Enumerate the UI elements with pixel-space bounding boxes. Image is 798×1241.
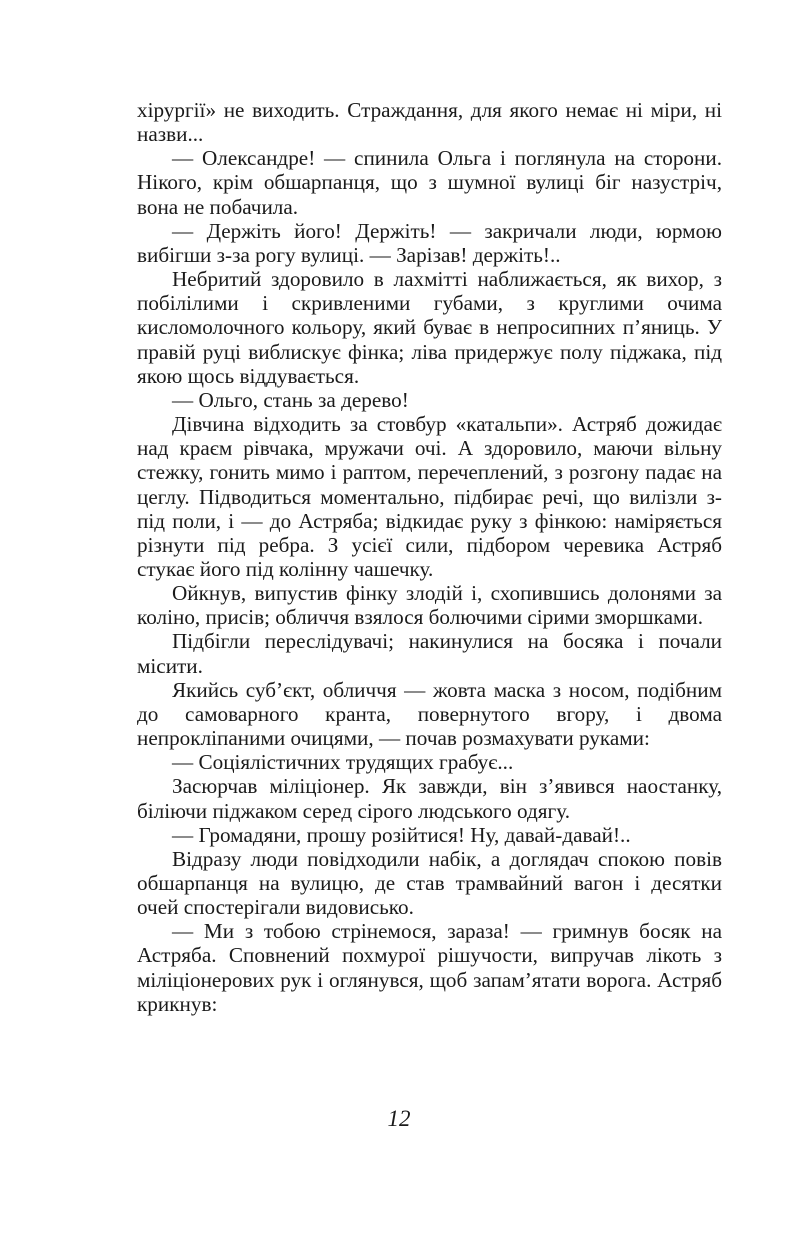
paragraph-11: Засюрчав міліціонер. Як завжди, він з’явився наостанку, біліючи піджаком серед сірого людського одягу. <box>137 774 722 823</box>
paragraph-10: — Соціялістичних трудящих грабує... <box>172 750 514 775</box>
paragraph-14: — Ми з тобою стрінемося, зараза! — гримнув босяк на Астряба. Сповнений похмурої рішучости, випручав лікоть з міліціонерових рук і оглянувся, щоб запам’ятати ворога. Астряб крикнув: <box>137 919 722 1016</box>
paragraph-2: — Олександре! — спинила Ольга і поглянула на сторони. Нікого, крім обшарпанця, що з шумної вулиці біг назустріч, вона не побачила. <box>137 146 722 219</box>
paragraph-5: — Ольго, стань за дерево! <box>172 387 409 412</box>
paragraph-3: — Держіть його! Держіть! — закричали люди, юрмою вибігши з-за рогу вулиці. — Зарізав! держіть!.. <box>137 218 722 267</box>
paragraph-7: Ойкнув, випустив фінку злодій і, схопившись долонями за коліно, присів; обличчя взялося болючими сірими зморшками. <box>137 581 722 630</box>
paragraph-6: Дівчина відходить за стовбур «катальпи». Астряб дожидає над краєм рівчака, мружачи очі. А здоровило, маючи вільну стежку, гонить мимо і раптом, перечеплений, з розгону падає на цеглу. Підводиться моментально, підбирає речі, що вилізли з-під поли, і — до Астряба; відкидає руку з фінкою: наміряється різнути під ребра. З усієї сили, підбором черевика Астряб стукає його під колінну чашечку. <box>137 412 722 581</box>
paragraph-13: Відразу люди повідходили набік, а доглядач спокою повів обшарпанця на вулицю, де став трамвайний вагон і десятки очей спостерігали видовисько. <box>137 846 722 920</box>
paragraph-8: Підбігли переслідувачі; накинулися на босяка і почали місити. <box>137 629 722 678</box>
paragraph-1: хірургії» не виходить. Страждання, для якого немає ні міри, ні назви... <box>137 98 722 147</box>
page-body <box>137 98 722 1016</box>
paragraph-9: Якийсь суб’єкт, обличчя — жовта маска з носом, подібним до самоварного кранта, повернутого вгору, і двома непрокліпаними очицями, — почав розмахувати руками: <box>137 677 722 751</box>
paragraph-4: Небритий здоровило в лахмітті наближається, як вихор, з побілілими і скривленими губами, з круглими очима кисломолочного кольору, який буває в непросипних п’яниць. У правій руці виблискує фінка; ліва придержує полу піджака, під якою щось віддувається. <box>137 267 722 388</box>
paragraph-12: — Громадяни, прошу розійтися! Ну, давай-давай!.. <box>172 822 631 847</box>
page-number: 12 <box>387 1106 411 1131</box>
